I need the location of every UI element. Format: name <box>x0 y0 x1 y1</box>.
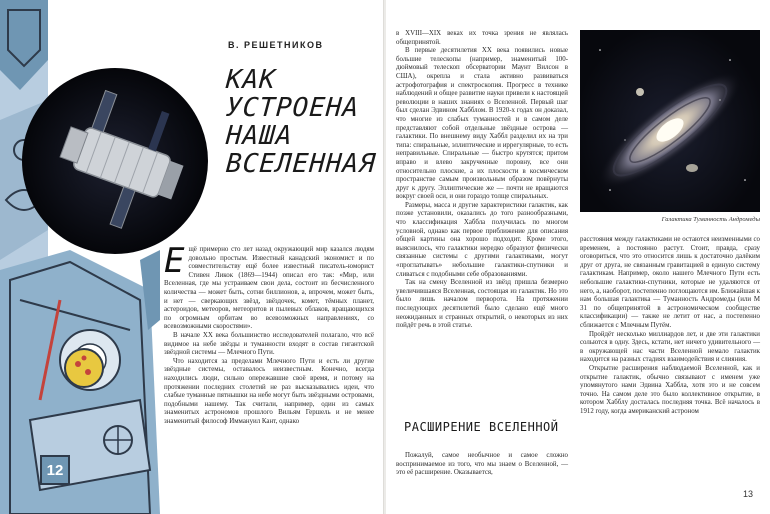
paragraph: Пройдёт несколько миллиардов лет, и две эти галактики сольются в одну. Здесь, кстати, нет ничего удивительного — в окружающей нас части Вселенной немало галактик находится на разных стадиях взаимодействия и слияния. <box>580 330 760 364</box>
right-text-column-1 <box>396 30 568 331</box>
intro-paragraph <box>164 241 374 332</box>
left-text-column <box>164 241 374 426</box>
title-line: УСТРОЕНА <box>224 93 361 123</box>
galaxy-icon <box>580 30 760 212</box>
right-text-column-3 <box>396 452 568 478</box>
paragraph: В первые десятилетия XX века появились новые большие телескопы (например, знаменитый 100-дюймовый телескоп обсерватории Маунт Вилсон в США), окрепла и стала активно развиваться астрофотография и спектроскопия. Прогресс в технике наблюдений и общее развитие науки привели к настоящей революции в наших знаниях о Вселенной. Первый шаг был сделан Эдвином Хабблом. В 1920-х годах он доказал, что многие из слабых туманностей и в самом деле представляют собой отдельные звёздные острова — галактики. По внешнему виду Хаббл разделил их на три типа: спиральные, эллиптические и иррегулярные, то есть неправильные. Спиральные — быстро крутятся; притом вправо и влево закрученные поровну, все они относительно плоские, а их плоскости в космическом пространстве самым произвольным образом повёрнуты друг к другу. Эллиптические же — почти не вращаются вокруг своей оси, и они гораздо толще спиральных. <box>396 47 568 201</box>
paragraph: В начале XX века большинство исследователей полагало, что всё видимое на небе звёзды и туманности входят в состав гигантской звёздной системы — Млечного Пути. <box>164 331 374 357</box>
drop-cap: Е <box>164 241 185 281</box>
paragraph: Открытие расширения наблюдаемой Вселенной, как и открытие галактик, обычно связывают с именем уже упомянутого нами Эдвина Хаббла, хотя это и не совсем точно. На самом деле это было коллективное открытие, в котором Хабблу досталась последняя точка. Всё началось в 1912 году, когда американский астроном <box>580 364 760 415</box>
section-heading: РАСШИРЕНИЕ ВСЕЛЕННОЙ <box>404 420 559 434</box>
paragraph: Пожалуй, самое необычное и самое сложно воспринимаемое из того, что мы знаем о Вселенной, — это её расширение. Оказывается, <box>396 452 568 477</box>
hubble-telescope-photo <box>22 68 208 254</box>
title-line: ВСЕЛЕННАЯ <box>224 149 377 179</box>
paragraph: в XVIII—XIX веках их точка зрения не являлась общепринятой. <box>396 30 568 46</box>
paragraph: Размеры, масса и другие характеристики галактик, как позже установили, оказались до того разнообразными, что классификация Хаббла получилась по многом условной, однако как первое приближение для описания общей картины она хорошо подходит. Кроме этого, выяснилось, что галактики нередко образуют физически связанные системы с другими галактиками, могут «проглатывать» небольшие галактики-спутники и сливаться с подобными себе образованиями. <box>396 201 568 278</box>
page-number-left: 12 <box>40 455 70 485</box>
article-author: В. РЕШЕТНИКОВ <box>228 40 324 50</box>
title-line: КАК <box>224 65 278 95</box>
andromeda-galaxy-photo <box>580 30 760 212</box>
photo-caption: Галактика Туманность Андромеды <box>661 216 760 223</box>
right-text-column-2 <box>580 236 760 416</box>
paragraph: Так на смену Вселенной из звёзд пришла безмерно увеличившаяся Вселенная, состоящая из галактик. Но это было лишь началом перворота. На протяжении последующих десятилетий было сделано ещё много неожиданных и странных открытий, о некоторых из них пойдёт речь в этой статье. <box>396 279 568 330</box>
hubble-telescope-icon <box>22 68 208 254</box>
right-page <box>386 0 770 514</box>
paragraph: расстояния между галактиками не остаются неизменными со временем, а постоянно растут. Стоит, правда, сразу оговориться, что это относится лишь к достаточно далёким друг от друга, не связанным гравитацией в единую систему галактикам. Например, около нашего Млечного Пути есть небольшие галактики-спутники, которые не удаляются от него, а, наоборот, постепенно поглощаются им. Ближайшая к нам большая галактика — Туманность Андромеды (или М 31 по общепринятой в астрономическом сообществе классификации) — также не летит от нас, а постепенно сближается с Млечным Путём. <box>580 236 760 329</box>
title-line: НАША <box>224 121 294 151</box>
page-number-right: 13 <box>743 489 754 499</box>
left-page <box>0 0 384 514</box>
paragraph-text: щё примерно сто лет назад окружающий мир казался людям довольно простым. Известный канадский экономист и по совместительству ещё более известный писатель-юморист Стивен Ликок (1869—1944) описал его так: «Мир, или Вселенная, где мы устраиваем свои дела, состоит из бесчисленного количества — может быть, сотни биллионов, а, впрочем, может быть, и нет — сверкающих звёзд, звёздочек, комет, тёмных планет, астероидов, метеоров, метеоритов и пылевых облаков, вращающихся по огромным орбитам во всевозможных направлениях, со всевозможными скоростями». <box>164 246 374 331</box>
paragraph: Что находится за пределами Млечного Пути и есть ли другие звёздные системы, оставалось неизвестным. Конечно, всегда находились люди, сильно опережавшие своё время, и потому на протяжении последних столетий не раз высказывались идеи, что слабые туманные пятнышки на небе могут быть звёздными островами, подобными нашему. Так считали, например, один из самых знаменитых астрономов прошлого Вильям Гершель и не менее знаменитый философ Иммануил Кант, однако <box>164 357 374 425</box>
article-title <box>226 66 376 178</box>
